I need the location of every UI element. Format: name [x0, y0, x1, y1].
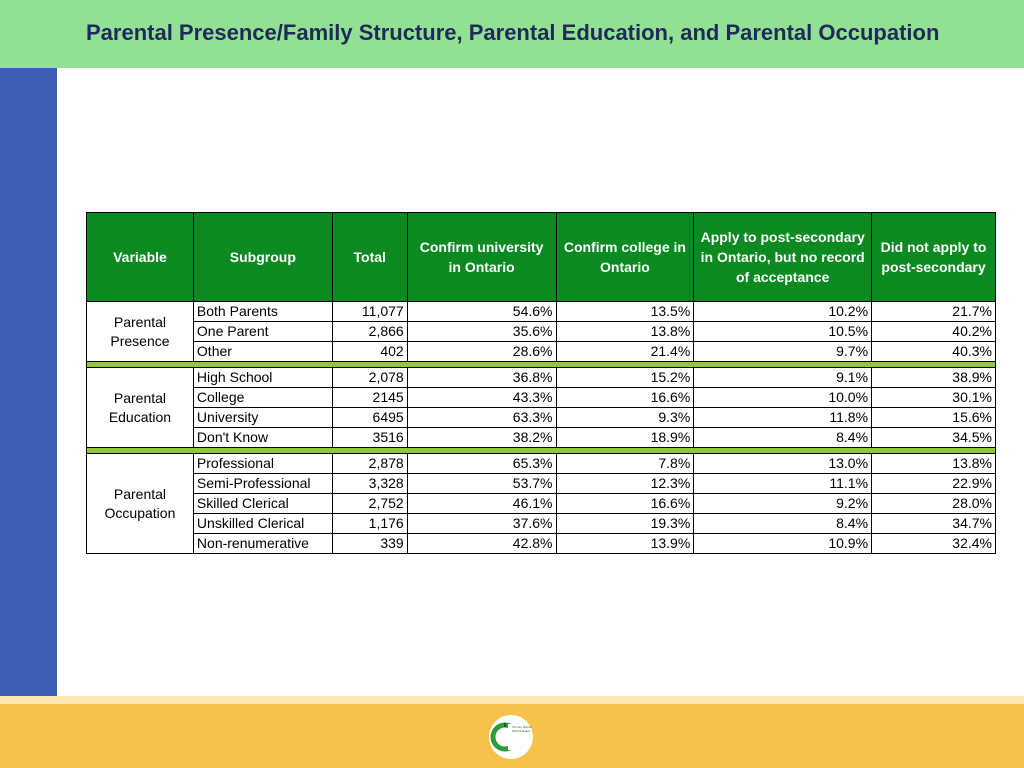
- table-row: [87, 514, 996, 534]
- table-row: [87, 302, 996, 322]
- college-cell: 16.6%: [556, 388, 694, 408]
- apply-cell: 9.1%: [694, 368, 872, 388]
- subgroup-cell: Skilled Clerical: [193, 494, 332, 514]
- did-not-apply-cell: 34.7%: [872, 514, 996, 534]
- did-not-apply-cell: 13.8%: [872, 454, 996, 474]
- university-cell: 65.3%: [407, 454, 556, 474]
- university-cell: 54.6%: [407, 302, 556, 322]
- header-variable: Variable: [87, 213, 194, 302]
- did-not-apply-cell: 22.9%: [872, 474, 996, 494]
- did-not-apply-cell: 21.7%: [872, 302, 996, 322]
- table-row: [87, 474, 996, 494]
- total-cell: 1,176: [332, 514, 407, 534]
- variable-cell: Parental Occupation: [87, 454, 194, 554]
- subgroup-cell: College: [193, 388, 332, 408]
- left-accent-stripe: [0, 68, 57, 696]
- apply-cell: 8.4%: [694, 514, 872, 534]
- did-not-apply-cell: 30.1%: [872, 388, 996, 408]
- header-subgroup: Subgroup: [193, 213, 332, 302]
- did-not-apply-cell: 40.2%: [872, 322, 996, 342]
- variable-cell: Parental Education: [87, 368, 194, 448]
- total-cell: 339: [332, 534, 407, 554]
- subgroup-cell: Professional: [193, 454, 332, 474]
- apply-cell: 10.0%: [694, 388, 872, 408]
- table-header-row: [87, 213, 996, 302]
- table-row: [87, 388, 996, 408]
- school-board-logo-icon: [488, 714, 534, 760]
- apply-cell: 9.2%: [694, 494, 872, 514]
- subgroup-cell: High School: [193, 368, 332, 388]
- total-cell: 2,866: [332, 322, 407, 342]
- college-cell: 13.8%: [556, 322, 694, 342]
- college-cell: 19.3%: [556, 514, 694, 534]
- footer-highlight: [0, 696, 1024, 704]
- apply-cell: 10.2%: [694, 302, 872, 322]
- subgroup-cell: Other: [193, 342, 332, 362]
- variable-cell: Parental Presence: [87, 302, 194, 362]
- logo-text: Toronto District School Board: [512, 725, 533, 733]
- subgroup-cell: University: [193, 408, 332, 428]
- apply-cell: 10.5%: [694, 322, 872, 342]
- table-row: [87, 454, 996, 474]
- total-cell: 2,078: [332, 368, 407, 388]
- subgroup-cell: Semi-Professional: [193, 474, 332, 494]
- total-cell: 3,328: [332, 474, 407, 494]
- college-cell: 13.9%: [556, 534, 694, 554]
- university-cell: 42.8%: [407, 534, 556, 554]
- table-row: [87, 368, 996, 388]
- total-cell: 402: [332, 342, 407, 362]
- total-cell: 2,878: [332, 454, 407, 474]
- university-cell: 35.6%: [407, 322, 556, 342]
- did-not-apply-cell: 15.6%: [872, 408, 996, 428]
- header-confirm-university: Confirm university in Ontario: [407, 213, 556, 302]
- table-row: [87, 322, 996, 342]
- table-row: [87, 428, 996, 448]
- subgroup-cell: Unskilled Clerical: [193, 514, 332, 534]
- table-row: [87, 408, 996, 428]
- college-cell: 13.5%: [556, 302, 694, 322]
- university-cell: 53.7%: [407, 474, 556, 494]
- university-cell: 43.3%: [407, 388, 556, 408]
- total-cell: 2,752: [332, 494, 407, 514]
- university-cell: 36.8%: [407, 368, 556, 388]
- subgroup-cell: One Parent: [193, 322, 332, 342]
- header-apply-no-record: Apply to post-secondary in Ontario, but no record of acceptance: [694, 213, 872, 302]
- college-cell: 16.6%: [556, 494, 694, 514]
- college-cell: 21.4%: [556, 342, 694, 362]
- subgroup-cell: Don't Know: [193, 428, 332, 448]
- table-row: [87, 534, 996, 554]
- total-cell: 3516: [332, 428, 407, 448]
- page-title: Parental Presence/Family Structure, Parental Education, and Parental Occupation: [86, 20, 940, 45]
- university-cell: 38.2%: [407, 428, 556, 448]
- apply-cell: 8.4%: [694, 428, 872, 448]
- college-cell: 12.3%: [556, 474, 694, 494]
- subgroup-cell: Non-renumerative: [193, 534, 332, 554]
- total-cell: 2145: [332, 388, 407, 408]
- table-row: [87, 342, 996, 362]
- university-cell: 63.3%: [407, 408, 556, 428]
- title-bar: [0, 0, 1024, 68]
- header-did-not-apply: Did not apply to post-secondary: [872, 213, 996, 302]
- did-not-apply-cell: 28.0%: [872, 494, 996, 514]
- header-confirm-college: Confirm college in Ontario: [556, 213, 694, 302]
- results-table: [86, 212, 996, 554]
- apply-cell: 9.7%: [694, 342, 872, 362]
- university-cell: 37.6%: [407, 514, 556, 534]
- university-cell: 28.6%: [407, 342, 556, 362]
- college-cell: 9.3%: [556, 408, 694, 428]
- apply-cell: 13.0%: [694, 454, 872, 474]
- college-cell: 15.2%: [556, 368, 694, 388]
- did-not-apply-cell: 34.5%: [872, 428, 996, 448]
- did-not-apply-cell: 40.3%: [872, 342, 996, 362]
- apply-cell: 11.8%: [694, 408, 872, 428]
- college-cell: 7.8%: [556, 454, 694, 474]
- university-cell: 46.1%: [407, 494, 556, 514]
- header-total: Total: [332, 213, 407, 302]
- did-not-apply-cell: 38.9%: [872, 368, 996, 388]
- subgroup-cell: Both Parents: [193, 302, 332, 322]
- table-row: [87, 494, 996, 514]
- total-cell: 11,077: [332, 302, 407, 322]
- apply-cell: 11.1%: [694, 474, 872, 494]
- apply-cell: 10.9%: [694, 534, 872, 554]
- total-cell: 6495: [332, 408, 407, 428]
- college-cell: 18.9%: [556, 428, 694, 448]
- did-not-apply-cell: 32.4%: [872, 534, 996, 554]
